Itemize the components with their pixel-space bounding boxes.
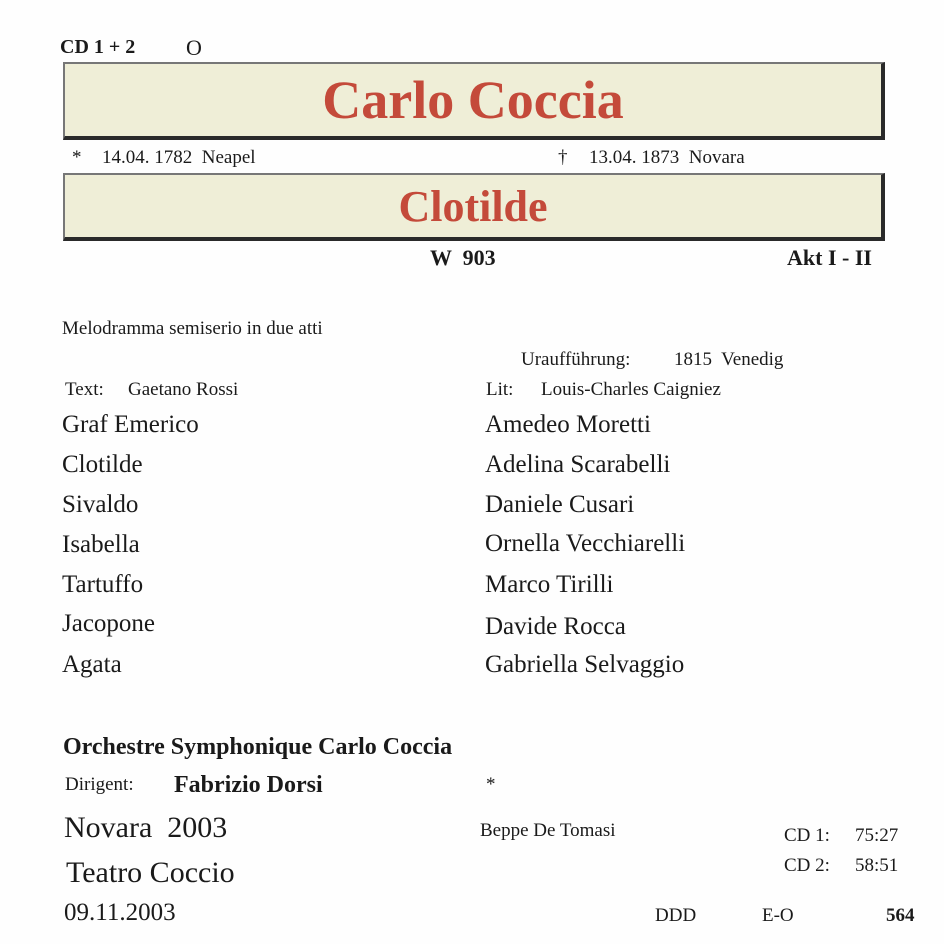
cast-singer: Adelina Scarabelli [485, 451, 671, 478]
cast-singer: Marco Tirilli [485, 571, 614, 598]
cd-label: CD 1 + 2 [60, 36, 136, 58]
cast-singer: Ornella Vecchiarelli [485, 530, 686, 557]
cast-singer: Amedeo Moretti [485, 411, 651, 438]
cast-role: Clotilde [62, 451, 143, 478]
city-year: Novara 2003 [64, 811, 228, 844]
acts: Akt I - II [787, 245, 872, 270]
conductor-label: Dirigent: [65, 774, 134, 795]
cast-role: Sivaldo [62, 491, 139, 518]
cd2-duration: 58:51 [855, 855, 899, 876]
cast-role: Graf Emerico [62, 411, 199, 438]
bleed-through-text [68, 250, 74, 277]
cast-role: Isabella [62, 531, 140, 558]
cast-role: Jacopone [62, 610, 156, 637]
librettist: Gaetano Rossi [128, 379, 239, 400]
cd1-duration: 75:27 [855, 825, 899, 846]
cast-singer: Daniele Cusari [485, 491, 635, 518]
opera-title-band [63, 173, 885, 241]
cast-singer: Gabriella Selvaggio [485, 651, 685, 678]
genre: Melodramma semiserio in due atti [62, 318, 323, 339]
work-number: W 903 [430, 245, 496, 270]
premiere-label: Uraufführung: [521, 349, 631, 370]
catalog-number: 564 [886, 905, 915, 926]
composer-name: Carlo Coccia [322, 70, 624, 130]
premiere-value: 1815 Venedig [674, 349, 784, 370]
cast-role: Tartuffo [62, 571, 144, 598]
lit-label: Lit: [486, 379, 514, 400]
conductor: Fabrizio Dorsi [174, 772, 323, 798]
text-label: Text: [65, 379, 104, 400]
staging-mark: * [486, 774, 496, 795]
orchestra: Orchestre Symphonique Carlo Coccia [63, 734, 453, 760]
recording-format: DDD [655, 905, 697, 926]
opera-title: Clotilde [398, 181, 548, 231]
death-symbol: † [558, 147, 568, 168]
stage-director: Beppe De Tomasi [480, 820, 616, 841]
performance-date: 09.11.2003 [64, 899, 176, 926]
birth-info: 14.04. 1782 Neapel [102, 147, 256, 168]
composer-name-band [63, 62, 885, 140]
cast-role: Agata [62, 651, 122, 678]
cd2-label: CD 2: [784, 855, 830, 876]
death-info: 13.04. 1873 Novara [589, 147, 745, 168]
cd1-label: CD 1: [784, 825, 830, 846]
literary-source: Louis-Charles Caigniez [541, 379, 721, 400]
birth-symbol: * [72, 147, 82, 168]
source-code: E-O [762, 905, 794, 926]
edition-mark: O [186, 35, 202, 60]
cast-singer: Davide Rocca [485, 613, 626, 640]
venue: Teatro Coccio [66, 856, 235, 889]
